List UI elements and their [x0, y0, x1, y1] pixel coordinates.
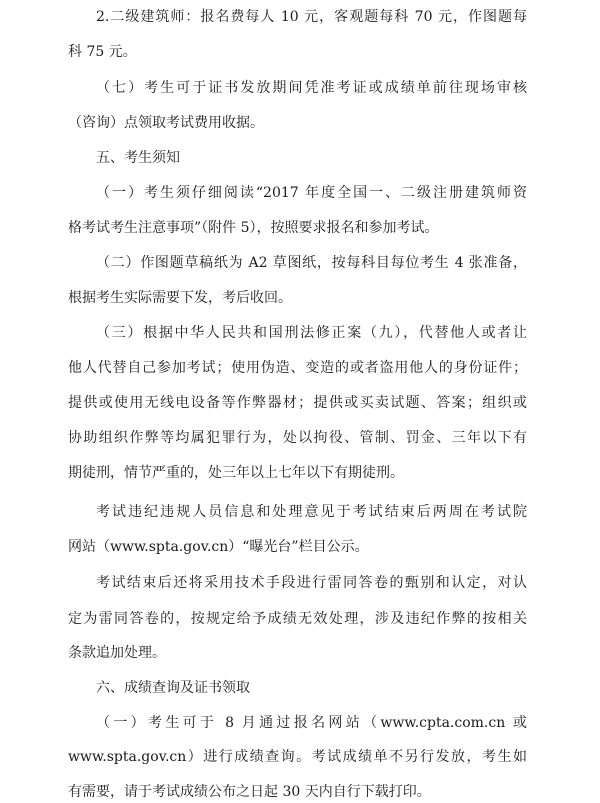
text-line: 协助组织作弊等均属犯罪行为，处以拘役、管制、罚金、三年以下有	[68, 430, 527, 446]
text-line: （三）根据中华人民共和国刑法修正案（九），代替他人或者让	[96, 325, 527, 341]
text-line: 网站（www.spta.gov.cn）“曝光台”栏目公示。	[68, 539, 369, 555]
text-line: 根据考生实际需要下发，考后收回。	[68, 290, 292, 306]
text-line: 考试结束后还将采用技术手段进行雷同答卷的甄别和认定，对认	[96, 575, 527, 591]
text-line: （一）考生须仔细阅读“2017 年度全国一、二级注册建筑师资	[96, 185, 527, 201]
text-line: 提供或使用无线电设备等作弊器材；提供或买卖试题、答案；组织或	[68, 395, 527, 411]
text-line: 格考试考生注意事项”（附件 5），按照要求报名和参加考试。	[68, 220, 439, 236]
text-line: （二）作图题草稿纸为 A2 草图纸，按每科目每位考生 4 张准备，	[96, 255, 527, 271]
text-line: （咨询）点领取考试费用收据。	[68, 115, 264, 131]
text-line: 有需要，请于考试成绩公布之日起 30 天内自行下载打印。	[68, 784, 431, 800]
text-line: 科 75 元。	[68, 44, 137, 60]
text-line: www.spta.gov.cn）进行成绩查询。考试成绩单不另行发放，考生如	[68, 749, 527, 765]
text-line: 条款追加处理。	[68, 645, 166, 661]
text-line: （七）考生可于证书发放期间凭准考证或成绩单前往现场审核	[96, 80, 527, 96]
text-line: 2.二级建筑师：报名费每人 10 元，客观题每科 70 元，作图题每	[96, 9, 527, 25]
text-line: 期徒刑，情节严重的，处三年以上七年以下有期徒刑。	[68, 465, 404, 481]
text-line: （一）考生可于 8 月通过报名网站（www.cpta.com.cn 或	[96, 715, 527, 731]
section-heading: 六、成绩查询及证书领取	[96, 680, 250, 696]
text-line: 他人代替自己参加考试；使用伪造、变造的或者盗用他人的身份证件；	[68, 360, 527, 376]
text-line: 考试违纪违规人员信息和处理意见于考试结束后两周在考试院	[96, 504, 527, 520]
text-line: 定为雷同答卷的，按规定给予成绩无效处理，涉及违纪作弊的按相关	[68, 611, 527, 627]
section-heading: 五、考生须知	[96, 150, 180, 166]
